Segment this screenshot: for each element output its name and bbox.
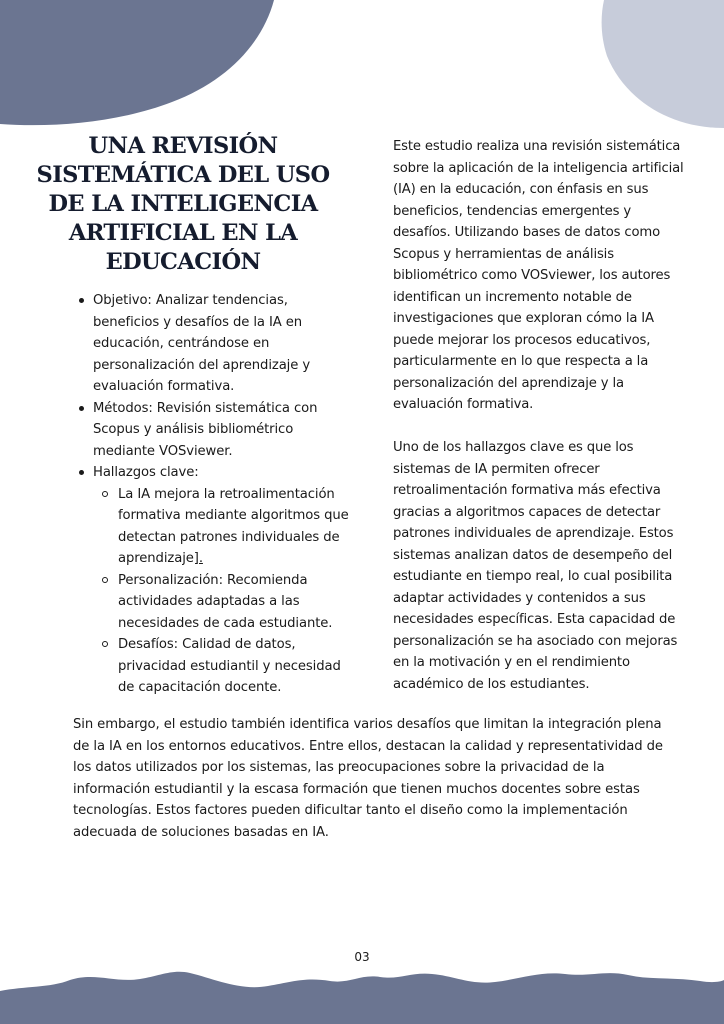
finding-item: Desafíos: Calidad de datos, privacidad estudiantil y necesidad de capacitación docente. (93, 634, 351, 699)
finding-item: Personalización: Recomienda actividades adaptadas a las necesidades de cada estudiante. (93, 570, 351, 635)
list-item-objective: Objetivo: Analizar tendencias, beneficios y desafíos de la IA en educación, centrándose en personalización del aprendizaje y evaluación formativa. (73, 290, 351, 398)
right-column (393, 136, 685, 695)
top-left-blob (0, 0, 290, 130)
finding-text: La IA mejora la retroalimentación formativa mediante algoritmos que detectan patrones individuales de aprendizaje (118, 486, 349, 566)
findings-label: Hallazgos clave: (93, 465, 199, 480)
bottom-paragraph: Sin embargo, el estudio también identifica varios desafíos que limitan la integración plena de la IA en los entornos educativos. Entre ellos, destacan la calidad y representatividad de los datos utilizados por los sistemas, las preocupaciones sobre la privacidad de la información estudiantil y la escasa formación que tienen muchos docentes sobre estas tecnologías. Estos factores pueden dificultar tanto el diseño como la implementación adecuada de soluciones basadas en IA. (73, 717, 663, 840)
list-item-findings (73, 462, 351, 699)
finding-item (93, 484, 351, 570)
page-title: UNA REVISIÓN SISTEMÁTICA DEL USO DE LA INTELIGENCIA ARTIFICIAL EN LA EDUCACIÓN (36, 133, 330, 275)
finding-tail: ]. (193, 551, 203, 566)
summary-list (73, 290, 351, 699)
paragraph: Este estudio realiza una revisión sistemática sobre la aplicación de la inteligencia artificial (IA) en la educación, con énfasis en sus beneficios, tendencias emergentes y desafíos. Utilizando bases de datos como Scopus y herramientas de análisis bibliométrico como VOSviewer, los autores identifican un incremento notable de investigaciones que exploran cómo la IA puede mejorar los procesos educativos, particularmente en lo que respecta a la personalización del aprendizaje y la evaluación formativa. (393, 139, 684, 412)
paragraph: Uno de los hallazgos clave es que los sistemas de IA permiten ofrecer retroalimentación formativa más efectiva gracias a algoritmos capaces de detectar patrones individuales de aprendizaje. Estos sistemas analizan datos de desempeño del estudiante en tiempo real, lo cual posibilita adaptar actividades y contenidos a sus necesidades específicas. Esta capacidad de personalización se ha asociado con mejoras en la motivación y en el rendimiento académico de los estudiantes. (393, 440, 678, 692)
findings-sublist (93, 484, 351, 699)
page-number: 03 (354, 950, 370, 964)
top-right-circle (590, 0, 724, 132)
bottom-wave (0, 955, 724, 1024)
list-item-methods: Métodos: Revisión sistemática con Scopus y análisis bibliométrico mediante VOSviewer. (73, 398, 351, 463)
